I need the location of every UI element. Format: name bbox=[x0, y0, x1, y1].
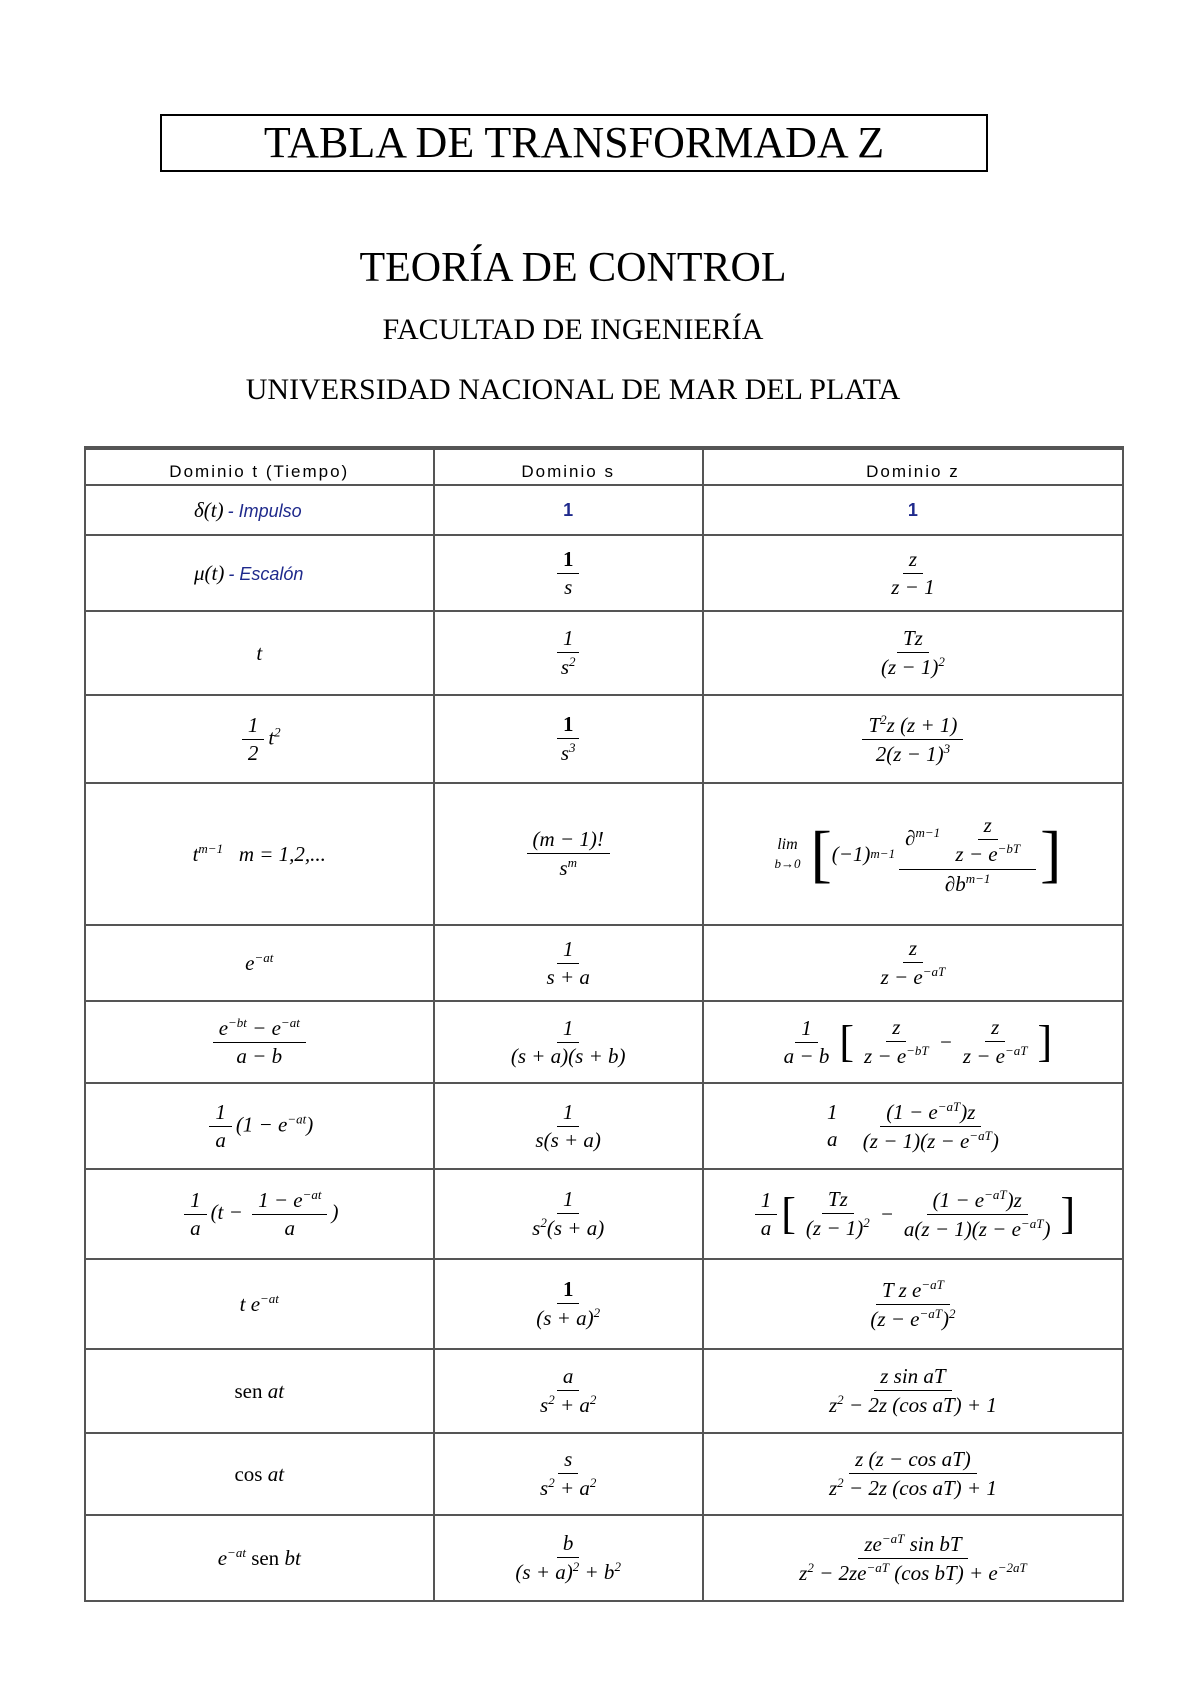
fraction: $\frac{z}{z - 1}$ bbox=[891, 546, 935, 599]
table-row bbox=[85, 535, 1123, 611]
cell-s: 1 bbox=[434, 485, 703, 535]
table-row bbox=[85, 925, 1123, 1001]
cell-z bbox=[703, 611, 1123, 695]
table-header-row bbox=[85, 449, 1123, 485]
z-transform-table bbox=[84, 446, 1124, 1602]
fraction: $\frac{z}{z - e^{-aT}}$ bbox=[880, 936, 946, 989]
cell-time: t $e^{-at}$ bbox=[85, 1259, 434, 1349]
cell-s bbox=[434, 1259, 703, 1349]
cell-s bbox=[434, 611, 703, 695]
fraction: $\frac{1}{a}$ bbox=[209, 1099, 232, 1154]
table-row bbox=[85, 611, 1123, 695]
cell-s bbox=[434, 1349, 703, 1433]
cell-z bbox=[703, 1349, 1123, 1433]
fraction: $\frac{z}{z - e^{-bT}}$ bbox=[955, 812, 1021, 866]
fraction: $\frac{(m - 1)!}{s^m}$ bbox=[527, 826, 610, 882]
cell-time: δ(t) - Impulso bbox=[85, 485, 434, 535]
cell-z: lim b→0 [ (−1) m−1 ∂$^{m-1}$ $\frac{z}{z - e^{-bT}}$ $\partial b^{m-1}$ ] bbox=[703, 783, 1123, 925]
cell-z bbox=[703, 1083, 1123, 1169]
faculty-heading: FACULTAD DE INGENIERÍA bbox=[382, 313, 764, 346]
fraction: $\frac{(1 - e^{-aT})z}{(z - 1)(z - e^{-aT})}$ bbox=[862, 1098, 999, 1153]
cell-time: t bbox=[85, 611, 434, 695]
table-row bbox=[85, 1169, 1123, 1259]
table-row bbox=[85, 695, 1123, 783]
cell-time: $t^{m-1}$ m = 1,2,... bbox=[85, 783, 434, 925]
cell-s bbox=[434, 925, 703, 1001]
left-bracket: [ bbox=[781, 1189, 796, 1238]
cell-s bbox=[434, 1433, 703, 1515]
fraction: $\frac{1}{(s + a)(s + b)}$ bbox=[510, 1015, 626, 1068]
cell-z: $\frac{1}{a}$ [ $\frac{Tz}{(z - 1)^2}$ − $\frac{(1 - e^{-aT})z}{a(z - 1)(z - e^{-aT})}$ ] bbox=[703, 1169, 1123, 1259]
university-heading: UNIVERSIDAD NACIONAL DE MAR DEL PLATA bbox=[245, 373, 901, 406]
cell-time: μ(t) - Escalón bbox=[85, 535, 434, 611]
cell-time: $\frac{1}{a}$ (t − $\frac{1 - e^{-at}}{a}$ ) bbox=[85, 1169, 434, 1259]
subject-heading: TEORÍA DE CONTROL bbox=[359, 245, 787, 291]
fraction: $\frac{z}{z - e^{-bT}}$ bbox=[863, 1015, 929, 1068]
limit: lim b→0 bbox=[774, 836, 801, 871]
fraction: $\frac{Tz}{(z - 1)^2}$ bbox=[805, 1187, 870, 1240]
right-bracket: ] bbox=[1060, 1189, 1076, 1238]
cell-z: $\frac{1}{a - b}$ [ $\frac{z}{z - e^{-bT}}$ − $\frac{z}{z - e^{-aT}}$ ] bbox=[703, 1001, 1123, 1083]
cell-s bbox=[434, 783, 703, 925]
fraction: $\frac{z}{z - e^{-aT}}$ bbox=[962, 1015, 1028, 1068]
right-bracket: ] bbox=[1040, 818, 1062, 889]
fraction: $\frac{a}{s^2 + a^2}$ bbox=[540, 1364, 597, 1417]
header-s-domain: Dominio s bbox=[434, 449, 703, 485]
cell-s bbox=[434, 1169, 703, 1259]
cell-z bbox=[703, 535, 1123, 611]
fraction: $\frac{1}{s^2(s + a)}$ bbox=[532, 1187, 605, 1240]
cell-z bbox=[703, 1515, 1123, 1601]
table-row bbox=[85, 1349, 1123, 1433]
header-z-domain: Dominio z bbox=[703, 449, 1123, 485]
cell-time: cos at bbox=[85, 1433, 434, 1515]
header-time-domain: Dominio t (Tiempo) bbox=[85, 449, 434, 485]
fraction: $\frac{ze^{-aT} \sin bT}{z^2 - 2ze^{-aT} (\cos bT) + e^{-2aT}}$ bbox=[799, 1530, 1027, 1585]
fraction: $\frac{1}{(s + a)^2}$ bbox=[536, 1277, 601, 1330]
fraction: $\frac{e^{-bt} - e^{-at}}{a - b}$ bbox=[213, 1014, 306, 1070]
table-row bbox=[85, 783, 1123, 925]
fraction: 1 a bbox=[827, 1100, 838, 1151]
fraction: $\frac{1}{a - b}$ bbox=[783, 1015, 830, 1068]
cell-time: $\frac{1}{2}$ $t^2$ bbox=[85, 695, 434, 783]
table-row bbox=[85, 1083, 1123, 1169]
cell-z bbox=[703, 695, 1123, 783]
cell-time: $e^{-at}$ bbox=[85, 925, 434, 1001]
cell-z: 1 bbox=[703, 485, 1123, 535]
fraction: $\frac{1}{s + a}$ bbox=[546, 936, 590, 989]
table-row bbox=[85, 1433, 1123, 1515]
fraction: $\frac{T^2z (z + 1)}{2(z - 1)^3}$ bbox=[862, 711, 963, 768]
cell-s bbox=[434, 695, 703, 783]
cell-z bbox=[703, 1433, 1123, 1515]
cell-time: $\frac{1}{a}$ $(1 - e^{-at})$ bbox=[85, 1083, 434, 1169]
fraction: ∂$^{m-1}$ $\frac{z}{z - e^{-bT}}$ $\partial b^{m-1}$ bbox=[899, 811, 1036, 898]
left-bracket: [ bbox=[839, 1017, 854, 1066]
fraction: $\frac{1}{a}$ bbox=[755, 1187, 778, 1242]
fraction: $\frac{T z e^{-aT}}{(z - e^{-aT})^2}$ bbox=[870, 1276, 956, 1331]
fraction: $\frac{1}{s^3}$ bbox=[555, 711, 582, 767]
fraction: $\frac{1}{s(s + a)}$ bbox=[535, 1099, 601, 1152]
right-bracket: ] bbox=[1037, 1017, 1053, 1066]
fraction: $\frac{1}{a}$ bbox=[184, 1187, 207, 1242]
document-title: TABLA DE TRANSFORMADA Z bbox=[160, 114, 988, 172]
fraction: $\frac{s}{s^2 + a^2}$ bbox=[540, 1447, 597, 1500]
cell-s bbox=[434, 535, 703, 611]
cell-time: sen at bbox=[85, 1349, 434, 1433]
fraction: $\frac{1}{s^2}$ bbox=[555, 625, 582, 681]
fraction: $\frac{1}{2}$ bbox=[242, 712, 265, 767]
table-row bbox=[85, 1001, 1123, 1083]
fraction: $\frac{Tz}{(z - 1)^2}$ bbox=[881, 626, 945, 679]
fraction: $\frac{1}{s}$ bbox=[557, 546, 580, 601]
table-row bbox=[85, 485, 1123, 535]
cell-s bbox=[434, 1001, 703, 1083]
cell-s bbox=[434, 1515, 703, 1601]
fraction: $\frac{\text{z (z − cos aT)}}{z^2 - 2z (\cos aT) + 1}$ bbox=[828, 1447, 997, 1500]
left-bracket: [ bbox=[810, 818, 832, 889]
cell-z bbox=[703, 1259, 1123, 1349]
table-row bbox=[85, 1515, 1123, 1601]
cell-s bbox=[434, 1083, 703, 1169]
fraction: $\frac{1 - e^{-at}}{a}$ bbox=[252, 1186, 327, 1242]
fraction: $\frac{\text{z sin aT}}{z^2 - 2z (\cos aT) + 1}$ bbox=[828, 1364, 997, 1417]
cell-time: $e^{-at}$ sen bt bbox=[85, 1515, 434, 1601]
fraction: $\frac{(1 - e^{-aT})z}{a(z - 1)(z - e^{-aT})}$ bbox=[903, 1186, 1051, 1241]
cell-z bbox=[703, 925, 1123, 1001]
fraction: $\frac{b}{(s + a)^2 + b^2}$ bbox=[515, 1531, 621, 1584]
cell-time bbox=[85, 1001, 434, 1083]
table-row bbox=[85, 1259, 1123, 1349]
